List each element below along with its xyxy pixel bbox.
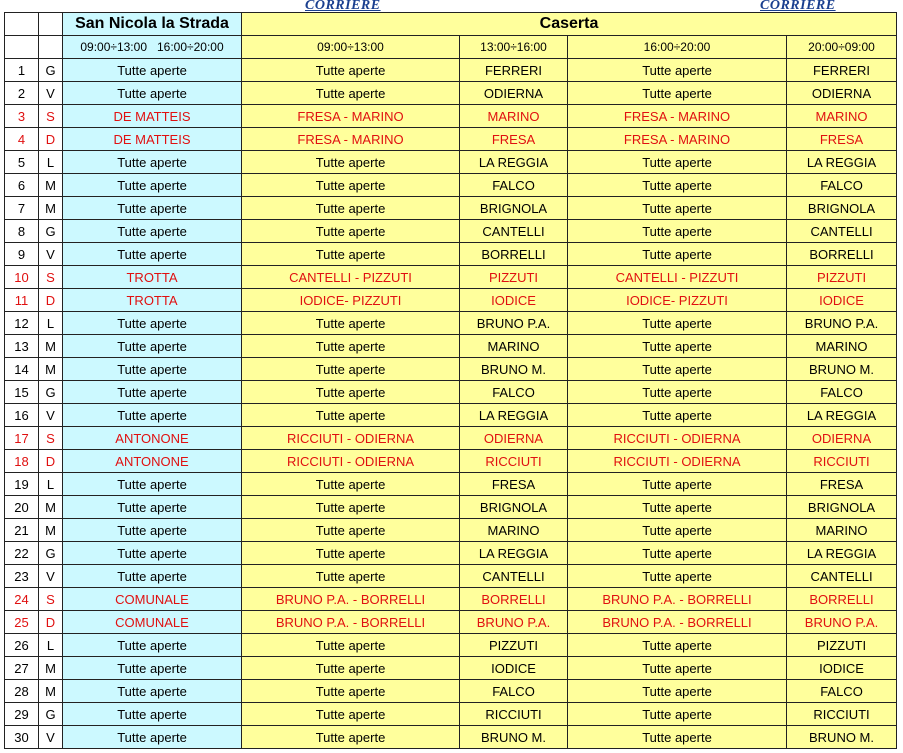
table-row [5, 312, 897, 335]
caserta-midday-cell: RICCIUTI [460, 450, 568, 473]
caserta-afternoon-cell: Tutte aperte [568, 703, 787, 726]
caserta-night-cell: BRIGNOLA [787, 197, 897, 220]
caserta-midday-cell: BRIGNOLA [460, 197, 568, 220]
caserta-morning-cell: Tutte aperte [242, 174, 460, 197]
caserta-afternoon-cell: Tutte aperte [568, 473, 787, 496]
caserta-morning-cell: Tutte aperte [242, 703, 460, 726]
caserta-afternoon-cell: RICCIUTI - ODIERNA [568, 427, 787, 450]
day-of-week: M [39, 197, 63, 220]
day-of-week: V [39, 726, 63, 749]
day-of-week: D [39, 289, 63, 312]
caserta-night-cell: LA REGGIA [787, 404, 897, 427]
table-row [5, 611, 897, 634]
day-of-week: D [39, 611, 63, 634]
caserta-midday-cell: BRIGNOLA [460, 496, 568, 519]
caserta-night-cell: PIZZUTI [787, 266, 897, 289]
corner-cell [39, 36, 63, 59]
san-nicola-cell: Tutte aperte [63, 151, 242, 174]
day-of-week: S [39, 105, 63, 128]
day-number: 25 [5, 611, 39, 634]
day-number: 23 [5, 565, 39, 588]
day-of-week: M [39, 335, 63, 358]
caserta-afternoon-cell: Tutte aperte [568, 381, 787, 404]
table-row [5, 542, 897, 565]
caserta-midday-cell: MARINO [460, 105, 568, 128]
caserta-afternoon-cell: Tutte aperte [568, 726, 787, 749]
caserta-morning-cell: Tutte aperte [242, 726, 460, 749]
caserta-night-cell: IODICE [787, 657, 897, 680]
day-of-week: V [39, 404, 63, 427]
caserta-midday-cell: FALCO [460, 174, 568, 197]
caserta-afternoon-cell: Tutte aperte [568, 312, 787, 335]
table-row [5, 82, 897, 105]
table-row [5, 220, 897, 243]
day-number: 5 [5, 151, 39, 174]
day-of-week: L [39, 312, 63, 335]
caserta-night-cell: PIZZUTI [787, 634, 897, 657]
caserta-morning-cell: RICCIUTI - ODIERNA [242, 427, 460, 450]
day-number: 27 [5, 657, 39, 680]
san-nicola-cell: TROTTA [63, 289, 242, 312]
caserta-morning-cell: FRESA - MARINO [242, 128, 460, 151]
day-number: 15 [5, 381, 39, 404]
caserta-night-cell: FRESA [787, 473, 897, 496]
day-number: 21 [5, 519, 39, 542]
san-nicola-cell: DE MATTEIS [63, 105, 242, 128]
pharmacy-schedule-table [4, 12, 897, 749]
table-row [5, 358, 897, 381]
caserta-morning-cell: Tutte aperte [242, 542, 460, 565]
day-number: 8 [5, 220, 39, 243]
day-number: 22 [5, 542, 39, 565]
caserta-afternoon-cell: Tutte aperte [568, 634, 787, 657]
caserta-morning-cell: Tutte aperte [242, 59, 460, 82]
caserta-night-cell: BRUNO M. [787, 358, 897, 381]
caserta-morning-cell: BRUNO P.A. - BORRELLI [242, 588, 460, 611]
day-number: 29 [5, 703, 39, 726]
caserta-afternoon-cell: FRESA - MARINO [568, 128, 787, 151]
caserta-midday-cell: LA REGGIA [460, 404, 568, 427]
caserta-morning-cell: Tutte aperte [242, 358, 460, 381]
san-nicola-cell: Tutte aperte [63, 657, 242, 680]
caserta-midday-cell: BORRELLI [460, 243, 568, 266]
caserta-midday-cell: CANTELLI [460, 565, 568, 588]
san-nicola-cell: Tutte aperte [63, 243, 242, 266]
day-number: 2 [5, 82, 39, 105]
day-number: 7 [5, 197, 39, 220]
table-row [5, 496, 897, 519]
day-of-week: G [39, 703, 63, 726]
caserta-afternoon-cell: Tutte aperte [568, 174, 787, 197]
caserta-morning-cell: Tutte aperte [242, 565, 460, 588]
day-of-week: S [39, 266, 63, 289]
san-nicola-cell: Tutte aperte [63, 542, 242, 565]
san-nicola-cell: Tutte aperte [63, 680, 242, 703]
day-number: 11 [5, 289, 39, 312]
day-of-week: S [39, 588, 63, 611]
day-of-week: V [39, 565, 63, 588]
corriere-logo-left: CORRIERE [305, 0, 381, 13]
day-of-week: G [39, 542, 63, 565]
table-row [5, 588, 897, 611]
caserta-afternoon-cell: Tutte aperte [568, 680, 787, 703]
day-number: 17 [5, 427, 39, 450]
day-of-week: M [39, 657, 63, 680]
day-number: 14 [5, 358, 39, 381]
san-nicola-cell: ANTONONE [63, 427, 242, 450]
table-row [5, 427, 897, 450]
san-nicola-cell: COMUNALE [63, 588, 242, 611]
caserta-afternoon-cell: Tutte aperte [568, 197, 787, 220]
table-row [5, 266, 897, 289]
caserta-afternoon-cell: Tutte aperte [568, 59, 787, 82]
table-row [5, 174, 897, 197]
caserta-midday-cell: CANTELLI [460, 220, 568, 243]
san-nicola-cell: Tutte aperte [63, 381, 242, 404]
caserta-night-cell: CANTELLI [787, 220, 897, 243]
caserta-afternoon-cell: Tutte aperte [568, 358, 787, 381]
caserta-night-cell: MARINO [787, 335, 897, 358]
table-row [5, 151, 897, 174]
san-nicola-cell: DE MATTEIS [63, 128, 242, 151]
table-row [5, 128, 897, 151]
san-nicola-cell: Tutte aperte [63, 726, 242, 749]
day-number: 28 [5, 680, 39, 703]
day-number: 26 [5, 634, 39, 657]
caserta-night-cell: BRIGNOLA [787, 496, 897, 519]
table-row [5, 105, 897, 128]
caserta-night-cell: MARINO [787, 105, 897, 128]
caserta-midday-cell: IODICE [460, 657, 568, 680]
caserta-night-cell: BRUNO P.A. [787, 611, 897, 634]
caserta-afternoon-cell: RICCIUTI - ODIERNA [568, 450, 787, 473]
table-row [5, 243, 897, 266]
day-of-week: S [39, 427, 63, 450]
day-number: 10 [5, 266, 39, 289]
caserta-morning-cell: CANTELLI - PIZZUTI [242, 266, 460, 289]
caserta-morning-cell: BRUNO P.A. - BORRELLI [242, 611, 460, 634]
caserta-midday-cell: BORRELLI [460, 588, 568, 611]
day-of-week: M [39, 519, 63, 542]
caserta-midday-cell: BRUNO P.A. [460, 611, 568, 634]
san-nicola-cell: Tutte aperte [63, 197, 242, 220]
day-number: 12 [5, 312, 39, 335]
caserta-midday-cell: ODIERNA [460, 427, 568, 450]
caserta-afternoon-cell: Tutte aperte [568, 565, 787, 588]
caserta-morning-cell: Tutte aperte [242, 312, 460, 335]
caserta-morning-cell: Tutte aperte [242, 404, 460, 427]
day-of-week: G [39, 59, 63, 82]
header-row-titles [5, 13, 897, 36]
caserta-morning-cell: Tutte aperte [242, 657, 460, 680]
caserta-title: Caserta [242, 13, 897, 36]
caserta-midday-cell: PIZZUTI [460, 634, 568, 657]
san-nicola-cell: Tutte aperte [63, 404, 242, 427]
table-row [5, 473, 897, 496]
caserta-midday-cell: ODIERNA [460, 82, 568, 105]
san-nicola-cell: Tutte aperte [63, 82, 242, 105]
caserta-morning-cell: Tutte aperte [242, 473, 460, 496]
caserta-night-cell: ODIERNA [787, 427, 897, 450]
san-nicola-cell: ANTONONE [63, 450, 242, 473]
caserta-night-cell: BRUNO P.A. [787, 312, 897, 335]
caserta-afternoon-cell: Tutte aperte [568, 542, 787, 565]
table-row [5, 381, 897, 404]
table-row [5, 197, 897, 220]
caserta-afternoon-cell: Tutte aperte [568, 404, 787, 427]
caserta-morning-cell: RICCIUTI - ODIERNA [242, 450, 460, 473]
caserta-midday-cell: LA REGGIA [460, 151, 568, 174]
day-of-week: D [39, 128, 63, 151]
caserta-midday-cell: FERRERI [460, 59, 568, 82]
day-of-week: L [39, 473, 63, 496]
day-of-week: V [39, 82, 63, 105]
table-row [5, 404, 897, 427]
day-of-week: V [39, 243, 63, 266]
caserta-afternoon-cell: Tutte aperte [568, 657, 787, 680]
san-nicola-cell: Tutte aperte [63, 174, 242, 197]
caserta-afternoon-cell: Tutte aperte [568, 82, 787, 105]
san-nicola-cell: Tutte aperte [63, 220, 242, 243]
caserta-night-cell: MARINO [787, 519, 897, 542]
caserta-morning-cell: Tutte aperte [242, 151, 460, 174]
san-nicola-hours: 09:00÷13:00 16:00÷20:00 [63, 36, 242, 59]
day-of-week: G [39, 381, 63, 404]
caserta-night-cell: FRESA [787, 128, 897, 151]
caserta-night-cell: FALCO [787, 381, 897, 404]
caserta-night-cell: BORRELLI [787, 588, 897, 611]
caserta-night-cell: LA REGGIA [787, 151, 897, 174]
caserta-morning-cell: Tutte aperte [242, 220, 460, 243]
san-nicola-cell: TROTTA [63, 266, 242, 289]
caserta-night-cell: LA REGGIA [787, 542, 897, 565]
caserta-midday-cell: MARINO [460, 519, 568, 542]
caserta-afternoon-cell: CANTELLI - PIZZUTI [568, 266, 787, 289]
table-row [5, 289, 897, 312]
caserta-night-cell: RICCIUTI [787, 450, 897, 473]
caserta-hours-4: 20:00÷09:00 [787, 36, 897, 59]
table-row [5, 634, 897, 657]
caserta-night-cell: RICCIUTI [787, 703, 897, 726]
caserta-morning-cell: Tutte aperte [242, 335, 460, 358]
caserta-hours-1: 09:00÷13:00 [242, 36, 460, 59]
header-row-hours [5, 36, 897, 59]
caserta-midday-cell: FALCO [460, 381, 568, 404]
table-row [5, 680, 897, 703]
day-of-week: D [39, 450, 63, 473]
san-nicola-cell: Tutte aperte [63, 59, 242, 82]
san-nicola-cell: Tutte aperte [63, 358, 242, 381]
caserta-morning-cell: IODICE- PIZZUTI [242, 289, 460, 312]
corner-cell [5, 13, 39, 36]
day-number: 16 [5, 404, 39, 427]
day-of-week: M [39, 496, 63, 519]
san-nicola-cell: Tutte aperte [63, 496, 242, 519]
day-number: 3 [5, 105, 39, 128]
caserta-afternoon-cell: Tutte aperte [568, 496, 787, 519]
day-number: 20 [5, 496, 39, 519]
caserta-afternoon-cell: FRESA - MARINO [568, 105, 787, 128]
caserta-afternoon-cell: Tutte aperte [568, 243, 787, 266]
day-of-week: M [39, 680, 63, 703]
caserta-morning-cell: Tutte aperte [242, 381, 460, 404]
caserta-afternoon-cell: BRUNO P.A. - BORRELLI [568, 611, 787, 634]
caserta-morning-cell: Tutte aperte [242, 680, 460, 703]
caserta-afternoon-cell: BRUNO P.A. - BORRELLI [568, 588, 787, 611]
caserta-midday-cell: BRUNO P.A. [460, 312, 568, 335]
caserta-hours-2: 13:00÷16:00 [460, 36, 568, 59]
caserta-midday-cell: RICCIUTI [460, 703, 568, 726]
caserta-midday-cell: FALCO [460, 680, 568, 703]
caserta-midday-cell: MARINO [460, 335, 568, 358]
day-of-week: L [39, 151, 63, 174]
day-number: 13 [5, 335, 39, 358]
caserta-midday-cell: FRESA [460, 128, 568, 151]
caserta-midday-cell: BRUNO M. [460, 358, 568, 381]
caserta-midday-cell: LA REGGIA [460, 542, 568, 565]
table-row [5, 657, 897, 680]
caserta-midday-cell: BRUNO M. [460, 726, 568, 749]
san-nicola-cell: Tutte aperte [63, 703, 242, 726]
caserta-morning-cell: Tutte aperte [242, 496, 460, 519]
caserta-night-cell: IODICE [787, 289, 897, 312]
san-nicola-cell: Tutte aperte [63, 473, 242, 496]
caserta-midday-cell: FRESA [460, 473, 568, 496]
table-row [5, 726, 897, 749]
caserta-afternoon-cell: Tutte aperte [568, 519, 787, 542]
day-of-week: L [39, 634, 63, 657]
caserta-midday-cell: IODICE [460, 289, 568, 312]
corner-cell [5, 36, 39, 59]
caserta-morning-cell: Tutte aperte [242, 197, 460, 220]
caserta-night-cell: BRUNO M. [787, 726, 897, 749]
caserta-morning-cell: Tutte aperte [242, 243, 460, 266]
caserta-morning-cell: Tutte aperte [242, 82, 460, 105]
caserta-hours-3: 16:00÷20:00 [568, 36, 787, 59]
corner-cell [39, 13, 63, 36]
table-row [5, 335, 897, 358]
san-nicola-cell: Tutte aperte [63, 519, 242, 542]
table-row [5, 450, 897, 473]
day-number: 4 [5, 128, 39, 151]
day-number: 19 [5, 473, 39, 496]
caserta-morning-cell: FRESA - MARINO [242, 105, 460, 128]
caserta-afternoon-cell: Tutte aperte [568, 335, 787, 358]
caserta-afternoon-cell: IODICE- PIZZUTI [568, 289, 787, 312]
day-of-week: M [39, 174, 63, 197]
caserta-afternoon-cell: Tutte aperte [568, 220, 787, 243]
caserta-morning-cell: Tutte aperte [242, 634, 460, 657]
caserta-night-cell: FERRERI [787, 59, 897, 82]
corriere-logo-right: CORRIERE [760, 0, 836, 13]
day-number: 24 [5, 588, 39, 611]
san-nicola-title: San Nicola la Strada [63, 13, 242, 36]
caserta-night-cell: FALCO [787, 680, 897, 703]
caserta-morning-cell: Tutte aperte [242, 519, 460, 542]
day-number: 9 [5, 243, 39, 266]
san-nicola-cell: Tutte aperte [63, 335, 242, 358]
table-row [5, 703, 897, 726]
day-number: 30 [5, 726, 39, 749]
san-nicola-cell: Tutte aperte [63, 312, 242, 335]
day-of-week: M [39, 358, 63, 381]
san-nicola-cell: Tutte aperte [63, 634, 242, 657]
table-row [5, 59, 897, 82]
day-of-week: G [39, 220, 63, 243]
caserta-night-cell: FALCO [787, 174, 897, 197]
caserta-afternoon-cell: Tutte aperte [568, 151, 787, 174]
caserta-midday-cell: PIZZUTI [460, 266, 568, 289]
table-row [5, 519, 897, 542]
table-row [5, 565, 897, 588]
day-number: 1 [5, 59, 39, 82]
san-nicola-cell: COMUNALE [63, 611, 242, 634]
caserta-night-cell: CANTELLI [787, 565, 897, 588]
caserta-night-cell: BORRELLI [787, 243, 897, 266]
caserta-night-cell: ODIERNA [787, 82, 897, 105]
day-number: 18 [5, 450, 39, 473]
san-nicola-cell: Tutte aperte [63, 565, 242, 588]
day-number: 6 [5, 174, 39, 197]
